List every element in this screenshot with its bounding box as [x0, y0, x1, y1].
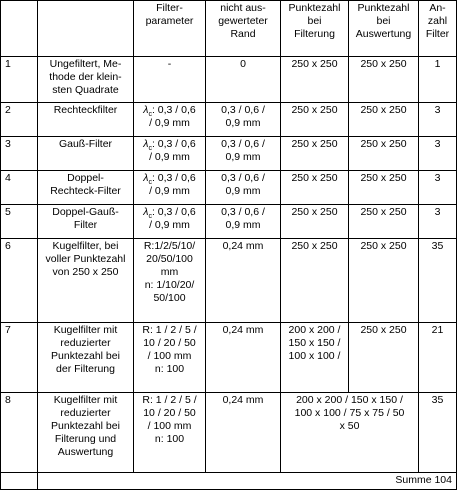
row-punktezahl-filterung: 250 x 250 [281, 171, 349, 205]
row-punktezahl-filterung: 250 x 250 [281, 205, 349, 239]
row-filterparameter [134, 103, 206, 137]
header-anzahl-filter: An- zahl Filter [419, 1, 457, 57]
row-rand: 0,24 mm [206, 393, 281, 473]
header-punktezahl-auswertung: Punktezahl bei Auswertung [349, 1, 419, 57]
lambda-symbol: λ [143, 104, 149, 116]
row-anzahl-filter: 3 [419, 171, 457, 205]
header-filter [38, 1, 134, 57]
lambda-symbol: λ [143, 172, 149, 184]
row-punktezahl-auswertung: 250 x 250 [349, 239, 419, 323]
row-punktezahl-filterung-auswertung: 200 x 200 / 150 x 150 / 100 x 100 / 75 x 75 / 50 x 50 [281, 393, 419, 473]
table-row [1, 57, 457, 103]
row-nr: 7 [1, 323, 38, 393]
header-nr [1, 1, 38, 57]
table-row [1, 239, 457, 323]
row-anzahl-filter: 21 [419, 323, 457, 393]
row-filterparameter [134, 171, 206, 205]
row-filterparameter [134, 137, 206, 171]
row-filterparameter: R: 1 / 2 / 5 / 10 / 20 / 50 / 100 mm n: 100 [134, 393, 206, 473]
row-nr: 8 [1, 393, 38, 473]
row-punktezahl-filterung: 250 x 250 [281, 57, 349, 103]
lambda-subscript: c [148, 179, 152, 187]
header-row [1, 1, 457, 57]
summe-row [1, 473, 457, 490]
header-punktezahl-filterung: Punktezahl bei Filterung [281, 1, 349, 57]
row-rand: 0,3 / 0,6 / 0,9 mm [206, 171, 281, 205]
row-rand: 0,3 / 0,6 / 0,9 mm [206, 137, 281, 171]
lambda-symbol: λ [143, 138, 149, 150]
row-filterparameter: R: 1 / 2 / 5 / 10 / 20 / 50 / 100 mm n: 100 [134, 323, 206, 393]
row-punktezahl-filterung: 250 x 250 [281, 239, 349, 323]
lambda-subscript: c [148, 145, 152, 153]
table-row [1, 323, 457, 393]
row-nr: 3 [1, 137, 38, 171]
row-filter-name: Doppel-Gauß- Filter [38, 205, 134, 239]
row-punktezahl-auswertung: 250 x 250 [349, 205, 419, 239]
row-anzahl-filter: 3 [419, 137, 457, 171]
row-nr: 4 [1, 171, 38, 205]
row-filter-name: Ungefiltert, Me- thode der klein- sten Quadrate [38, 57, 134, 103]
row-punktezahl-filterung: 250 x 250 [281, 137, 349, 171]
lambda-subscript: c [148, 111, 152, 119]
table-row [1, 103, 457, 137]
row-filter-name: Kugelfilter mit reduzierter Punktezahl bei der Filterung [38, 323, 134, 393]
row-punktezahl-auswertung: 250 x 250 [349, 103, 419, 137]
row-filter-name: Gauß-Filter [38, 137, 134, 171]
header-rand: nicht aus- gewerteter Rand [206, 1, 281, 57]
row-rand: 0 [206, 57, 281, 103]
row-filterparameter: R:1/2/5/10/ 20/50/100 mm n: 1/10/20/ 50/100 [134, 239, 206, 323]
row-filterparameter [134, 205, 206, 239]
row-punktezahl-auswertung: 250 x 250 [349, 171, 419, 205]
row-filter-name: Doppel- Rechteck-Filter [38, 171, 134, 205]
row-rand: 0,3 / 0,6 / 0,9 mm [206, 103, 281, 137]
table-row [1, 205, 457, 239]
row-filterparameter: - [134, 57, 206, 103]
row-anzahl-filter: 3 [419, 103, 457, 137]
row-punktezahl-auswertung: 250 x 250 [349, 323, 419, 393]
table-row [1, 137, 457, 171]
parameter-value: : 0,3 / 0,6 / 0,9 mm [149, 138, 196, 163]
table-row [1, 171, 457, 205]
row-anzahl-filter: 3 [419, 205, 457, 239]
parameter-value: : 0,3 / 0,6 / 0,9 mm [149, 206, 196, 231]
row-filter-name: Kugelfilter, bei voller Punktezahl von 250 x 250 [38, 239, 134, 323]
row-rand: 0,3 / 0,6 / 0,9 mm [206, 205, 281, 239]
row-punktezahl-auswertung: 250 x 250 [349, 137, 419, 171]
summe-value: Summe 104 [38, 473, 457, 490]
parameter-value: : 0,3 / 0,6 / 0,9 mm [149, 172, 196, 197]
row-anzahl-filter: 35 [419, 239, 457, 323]
lambda-symbol: λ [143, 206, 149, 218]
row-rand: 0,24 mm [206, 239, 281, 323]
row-nr: 1 [1, 57, 38, 103]
row-punktezahl-auswertung: 250 x 250 [349, 57, 419, 103]
row-punktezahl-filterung: 250 x 250 [281, 103, 349, 137]
row-anzahl-filter: 35 [419, 393, 457, 473]
row-anzahl-filter: 1 [419, 57, 457, 103]
row-filter-name: Kugelfilter mit reduzierter Punktezahl bei Filterung und Auswertung [38, 393, 134, 473]
header-filterparameter: Filter- parameter [134, 1, 206, 57]
row-nr: 5 [1, 205, 38, 239]
summe-empty-cell [1, 473, 38, 490]
row-nr: 2 [1, 103, 38, 137]
row-nr: 6 [1, 239, 38, 323]
table-row [1, 393, 457, 473]
row-punktezahl-filterung: 200 x 200 / 150 x 150 / 100 x 100 / [281, 323, 349, 393]
lambda-subscript: c [148, 213, 152, 221]
parameter-value: : 0,3 / 0,6 / 0,9 mm [149, 104, 196, 129]
row-rand: 0,24 mm [206, 323, 281, 393]
row-filter-name: Rechteckfilter [38, 103, 134, 137]
